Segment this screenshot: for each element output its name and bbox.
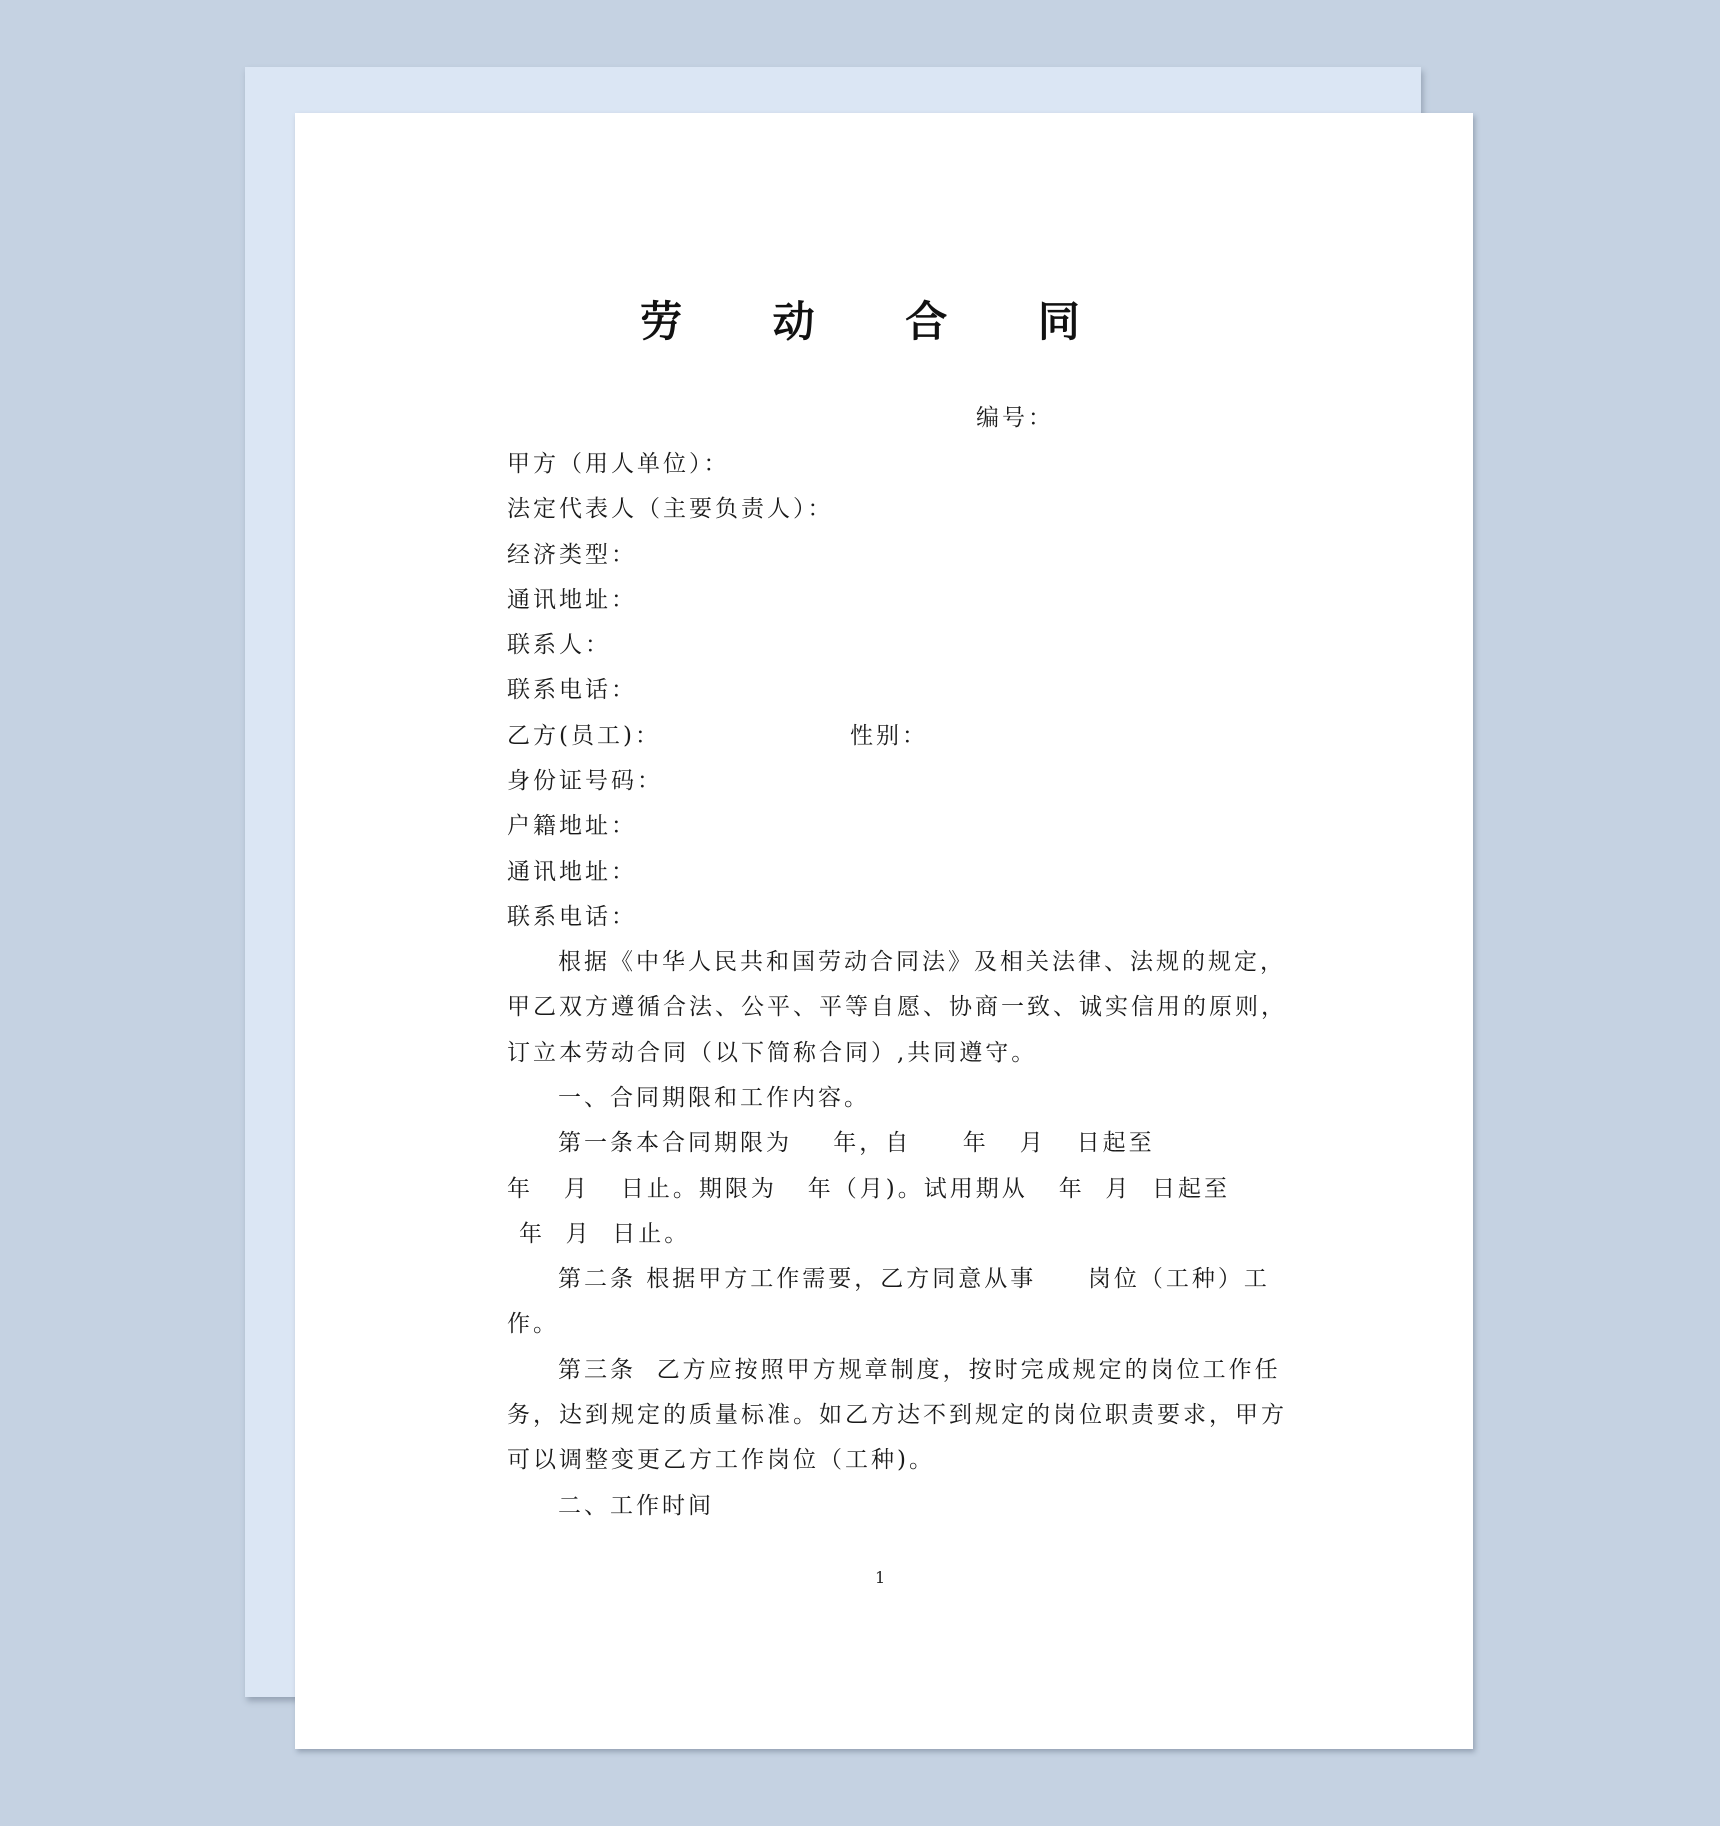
party-a-address-line: 通讯地址： <box>507 587 637 613</box>
economic-type-line: 经济类型： <box>507 542 637 568</box>
legal-representative-line: 法定代表人（主要负责人）： <box>507 496 834 522</box>
article-one-line-1: 第一条本合同期限为 年，自 年 月 日起至 <box>558 1130 1155 1156</box>
preamble-line-1: 根据《中华人民共和国劳动合同法》及相关法律、法规的规定， <box>558 949 1286 975</box>
contact-person-line: 联系人： <box>507 632 611 658</box>
gender-label: 性别： <box>850 723 928 749</box>
contract-number-label: 编号： <box>976 405 1054 431</box>
party-b-phone-line: 联系电话： <box>507 904 637 930</box>
page-number: 1 <box>875 1568 886 1587</box>
article-three-line-1: 第三条 乙方应按照甲方规章制度，按时完成规定的岗位工作任 <box>558 1357 1281 1383</box>
party-a-phone-line: 联系电话： <box>507 677 637 703</box>
party-b-line: 乙方(员工)： <box>507 723 661 749</box>
article-three-line-2: 务，达到规定的质量标准。如乙方达不到规定的岗位职责要求，甲方 <box>507 1402 1287 1428</box>
article-three-line-3: 可以调整变更乙方工作岗位（工种)。 <box>507 1447 935 1473</box>
section-two-heading: 二、工作时间 <box>558 1493 714 1519</box>
front-page-sheet <box>295 113 1473 1749</box>
document-title: 劳 动 合 同 <box>640 297 1118 346</box>
preamble-line-2: 甲乙双方遵循合法、公平、平等自愿、协商一致、诚实信用的原则， <box>507 994 1287 1020</box>
article-one-line-3: 年 月 日止。 <box>519 1221 691 1247</box>
household-address-line: 户籍地址： <box>507 813 637 839</box>
article-one-line-2: 年 月 日止。期限为 年（月)。试用期从 年 月 日起至 <box>507 1176 1230 1202</box>
party-a-line: 甲方（用人单位）： <box>507 451 730 477</box>
section-one-heading: 一、合同期限和工作内容。 <box>558 1085 870 1111</box>
preamble-line-3: 订立本劳动合同（以下简称合同）,共同遵守。 <box>507 1040 1038 1066</box>
party-b-address-line: 通讯地址： <box>507 859 637 885</box>
id-number-line: 身份证号码： <box>507 768 663 794</box>
article-two-line-2: 作。 <box>507 1311 559 1337</box>
article-two-line-1: 第二条 根据甲方工作需要，乙方同意从事 岗位（工种）工 <box>558 1266 1270 1292</box>
